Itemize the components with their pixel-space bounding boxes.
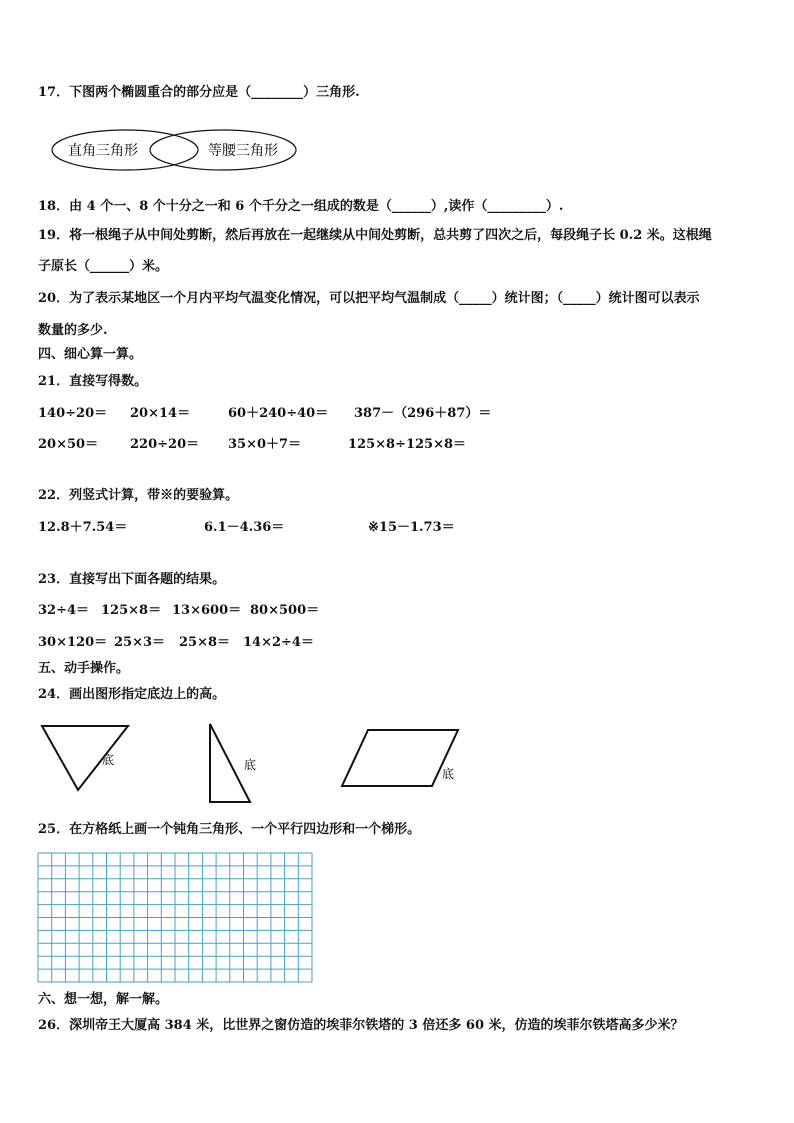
question-25-title: 25．在方格纸上画一个钝角三角形、一个平行四边形和一个梯形。 [38,822,421,837]
calc-item: 25×8＝ [179,635,231,650]
inverted-triangle [42,726,128,790]
inverted-triangle-figure [40,724,130,794]
section-4-title: 四、细心算一算。 [38,347,143,362]
parallelogram [342,730,458,786]
calc-item: 35×0＋7＝ [228,437,302,452]
question-19-line1: 19．将一根绳子从中间处剪断，然后再放在一起继续从中间处剪断，总共剪了四次之后，每段绳子长 0.2 米。这根绳 [38,228,712,243]
calc-item: 20×50＝ [38,437,99,452]
parallelogram-figure [340,728,465,790]
calc-item: 125×8＝ [101,603,162,618]
parallelogram-base-label: 底 [442,767,455,781]
calc-item: 6.1－4.36＝ [204,520,285,535]
calc-item: 25×3＝ [114,635,166,650]
calc-item: 80×500＝ [250,603,320,618]
calc-item: 14×2÷4＝ [243,635,314,650]
calc-item: 13×600＝ [172,603,242,618]
section-5-title: 五、动手操作。 [38,661,130,676]
question-19-line2: 子原长（______）米。 [38,259,169,274]
graph-paper-grid [38,853,313,983]
question-23-title: 23．直接写出下面各题的结果。 [38,572,226,587]
triangle-base-label: 底 [102,753,115,767]
overlapping-ellipses-diagram [50,127,300,173]
right-ellipse-label: 等腰三角形 [208,143,278,159]
calc-item: 220÷20＝ [130,437,200,452]
question-20-line1: 20．为了表示某地区一个月内平均气温变化情况，可以把平均气温制成（_____）统计图；（_____）统计图可以表示 [38,291,700,306]
calc-item: 12.8＋7.54＝ [38,520,128,535]
calc-item: 140÷20＝ [38,406,108,421]
calc-item: ※15－1.73＝ [368,520,455,535]
question-18-text: 18．由 4 个一、8 个十分之一和 6 个千分之一组成的数是（______）,读作（_________）. [38,199,564,214]
question-24-title: 24．画出图形指定底边上的高。 [38,687,226,702]
right-triangle-figure [208,722,268,804]
right-triangle-base-label: 底 [244,758,257,772]
calc-item: 30×120＝ [38,635,108,650]
question-17-text: 17．下图两个椭圆重合的部分应是（________）三角形. [38,85,360,100]
calc-item: 125×8÷125×8＝ [348,437,467,452]
calc-item: 32÷4＝ [38,603,90,618]
calc-item: 387－（296＋87）＝ [354,406,492,421]
question-26-text: 26．深圳帝王大厦高 384 米，比世界之窗仿造的埃菲尔铁塔的 3 倍还多 60 米，仿造的埃菲尔铁塔高多少米？ [38,1018,684,1033]
left-ellipse-label: 直角三角形 [68,143,138,159]
section-6-title: 六、想一想，解一解。 [38,992,169,1007]
question-21-title: 21．直接写得数。 [38,374,148,389]
question-22-title: 22．列竖式计算，带※的要验算。 [38,488,239,503]
question-20-line2: 数量的多少. [38,323,108,338]
calc-item: 60＋240÷40＝ [228,406,329,421]
calc-item: 20×14＝ [130,406,191,421]
